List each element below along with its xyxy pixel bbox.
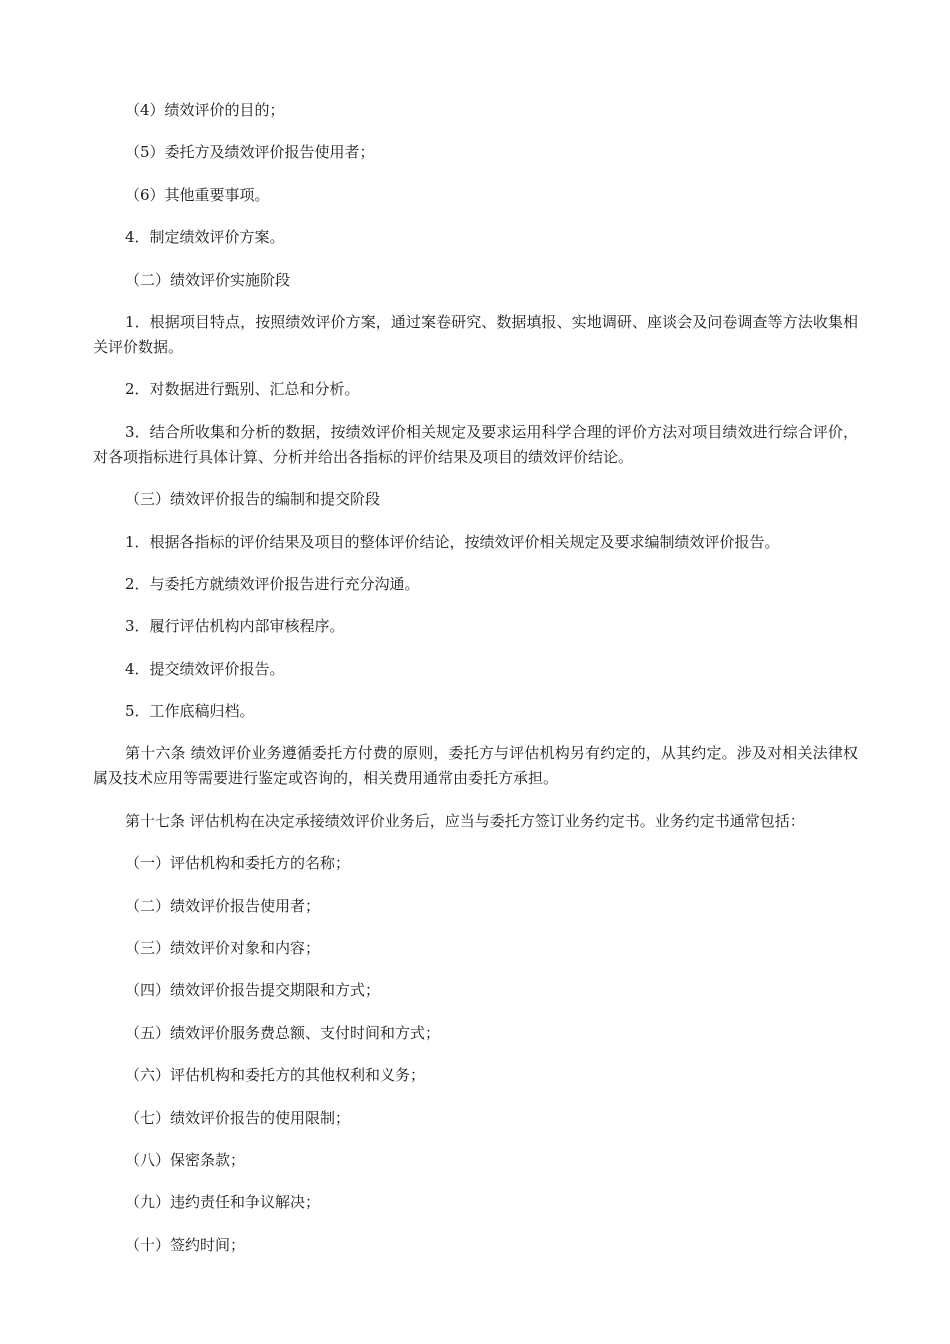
agreement-item-6: （六）评估机构和委托方的其他权利和义务； [125,1066,426,1085]
paragraph-item-5-client-and-users: （5）委托方及绩效评价报告使用者； [125,143,375,162]
agreement-item-7: （七）绩效评价报告的使用限制； [125,1108,351,1127]
paragraph-item-6-other-matters: （6）其他重要事项。 [125,185,270,204]
paragraph-report-3: 3．履行评估机构内部审核程序。 [125,617,345,636]
agreement-item-9: （九）违约责任和争议解决； [125,1193,321,1212]
agreement-item-10: （十）签约时间； [125,1235,246,1254]
paragraph-implementation-2: 2．对数据进行甄别、汇总和分析。 [125,380,360,399]
agreement-item-4: （四）绩效评价报告提交期限和方式； [125,981,381,1000]
agreement-item-2: （二）绩效评价报告使用者； [125,896,321,915]
document-body [93,98,858,1275]
agreement-item-8: （八）保密条款； [125,1150,246,1169]
paragraph-item-4-purpose: （4）绩效评价的目的； [125,101,285,119]
section-heading-implementation-stage: （二）绩效评价实施阶段 [125,270,291,289]
paragraph-report-2: 2．与委托方就绩效评价报告进行充分沟通。 [125,574,420,593]
agreement-item-3: （三）绩效评价对象和内容； [125,939,321,958]
paragraph-implementation-3: 3．结合所收集和分析的数据，按绩效评价相关规定及要求运用科学合理的评价方法对项目绩效进行综合评价，对各项指标进行具体计算、分析并给出各指标的评价结果及项目的绩效评价结论。 [93,422,858,466]
paragraph-report-5: 5．工作底稿归档。 [125,702,255,721]
paragraph-implementation-1: 1．根据项目特点，按照绩效评价方案，通过案卷研究、数据填报、实地调研、座谈会及问卷调查等方法收集相关评价数据。 [93,312,858,356]
paragraph-report-4: 4．提交绩效评价报告。 [125,659,285,678]
agreement-item-5: （五）绩效评价服务费总额、支付时间和方式； [125,1023,441,1042]
section-heading-report-stage: （三）绩效评价报告的编制和提交阶段 [125,490,381,509]
article-16: 第十六条 绩效评价业务遵循委托方付费的原则，委托方与评估机构另有约定的，从其约定。涉及对相关法律权属及技术应用等需要进行鉴定或咨询的，相关费用通常由委托方承担。 [93,744,858,788]
paragraph-step-4-evaluation-plan: 4．制定绩效评价方案。 [125,228,285,247]
article-17: 第十七条 评估机构在决定承接绩效评价业务后，应当与委托方签订业务约定书。业务约定书通常包括： [125,811,805,830]
paragraph-report-1: 1．根据各指标的评价结果及项目的整体评价结论，按绩效评价相关规定及要求编制绩效评价报告。 [125,532,780,551]
agreement-item-1: （一）评估机构和委托方的名称； [125,854,351,873]
